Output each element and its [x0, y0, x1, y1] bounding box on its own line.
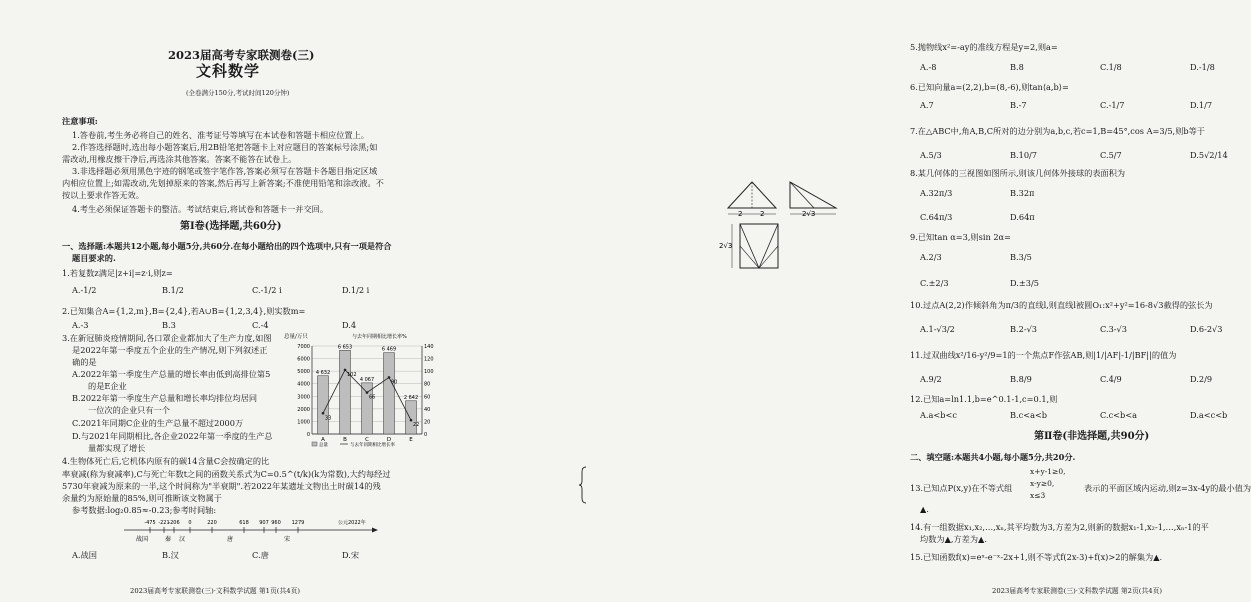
question-4: 率衰减(称为衰减率),C与死亡年数t之间的函数关系式为C=0.5^(t/k)(k为常数),大约每经过	[62, 469, 391, 479]
q8-option-b: B.32π	[1010, 188, 1035, 198]
q4-option-d: D.宋	[342, 550, 360, 560]
bar-data-label: 4 067	[359, 376, 375, 383]
q7-option-b: B.10/7	[1010, 150, 1038, 160]
q10-option-a: A.1-√3/2	[920, 324, 955, 334]
q7-option-a: A.5/3	[920, 150, 942, 160]
q9-option-a: A.2/3	[920, 252, 942, 262]
growth-rate-point	[322, 412, 325, 415]
part2-instruction: 二、填空题:本题共4小题,每小题5分,共20分.	[910, 452, 1076, 462]
q9-option-d: D.±3/5	[1010, 278, 1039, 288]
timeline-tick-label: 907	[259, 520, 269, 526]
dim-label: 2	[760, 210, 765, 218]
bar	[362, 383, 376, 434]
q6-option-b: B.-7	[1010, 100, 1027, 110]
q3-option-d: 量都实现了增长	[88, 443, 146, 453]
dim-label: 2√3	[802, 210, 816, 218]
q13-system: x≤3	[1030, 491, 1046, 500]
bar-data-label: 6 469	[381, 346, 397, 353]
q12-option-a: A.a<b<c	[920, 410, 957, 420]
growth-rate-label: 33	[325, 415, 332, 422]
q8-option-c: C.64π/3	[920, 212, 953, 222]
q11-option-a: A.9/2	[920, 374, 942, 384]
growth-rate-point	[388, 376, 391, 379]
notice-line: 2.作答选择题时,选出每小题答案后,用2B铅笔把答题卡上对应题目的答案标号涂黑;如	[72, 142, 378, 152]
q1-option-a: A.-1/2	[72, 285, 97, 295]
timeline-end-label: 公元2022年	[338, 520, 366, 526]
x-tick-label: D	[386, 437, 392, 443]
timeline-era-label: 宋	[283, 536, 291, 543]
question-10: 10.过点A(2,2)作倾斜角为π/3的直线l,则直线l被圆O₁:x²+y²=16-8√3截得的弦长为	[910, 300, 1213, 310]
growth-rate-point	[366, 391, 369, 394]
q2-option-c: C.-4	[252, 320, 269, 330]
production-chart	[282, 330, 452, 450]
exam-title: 2023届高考专家联测卷(三)	[168, 48, 315, 62]
question-13: ▲.	[920, 504, 929, 514]
question-3: 确的是	[72, 357, 97, 367]
growth-rate-label: 102	[347, 371, 357, 378]
question-2: 2.已知集合A={1,2,m},B={2,4},若A∪B={1,2,3,4},则实数m=	[62, 306, 306, 316]
part1-instruction: 题目要求的.	[72, 253, 116, 263]
notice-line: 4.考生必须保证答题卡的整洁。考试结束后,将试卷和答题卡一并交回。	[72, 204, 329, 214]
reference-timeline	[120, 512, 380, 548]
x-tick-label: B	[343, 437, 347, 443]
timeline-tick-label: -221	[158, 520, 170, 526]
q3-option-a: A.2022年第一季度生产总量的增长率由低到高排位第5	[72, 369, 271, 379]
legend-label: 与去年同期相比增长率	[350, 443, 395, 448]
y2-tick-label: 20	[424, 419, 431, 426]
question-8: 8.某几何体的三视图如图所示,则该几何体外接球的表面积为	[910, 168, 1126, 178]
q6-option-d: D.1/7	[1190, 100, 1213, 110]
y-tick-label: 3000	[297, 394, 310, 401]
y-tick-label: 6000	[297, 356, 310, 363]
q10-option-d: D.6-2√3	[1190, 324, 1223, 334]
exam-note: (全卷满分150分,考试时间120分钟)	[186, 89, 290, 97]
q10-option-c: C.3-√3	[1100, 324, 1127, 334]
three-view-figure	[716, 178, 866, 278]
q12-option-d: D.a<c<b	[1190, 410, 1228, 420]
q1-option-d: D.1/2 i	[342, 285, 370, 295]
q4-option-c: C.唐	[252, 550, 269, 560]
question-4: 参考数据:log₂0.85≈-0.23;参考时间轴:	[72, 505, 217, 515]
q3-option-a: 的是E企业	[88, 381, 127, 391]
growth-rate-point	[344, 369, 347, 372]
part2-heading: 第Ⅱ卷(非选择题,共90分)	[1034, 431, 1150, 442]
q3-option-b: B.2022年第一季度生产总量和增长率均排位均居同	[72, 393, 258, 403]
y2-tick-label: 80	[424, 381, 431, 388]
y-tick-label: 4000	[297, 381, 310, 388]
q6-option-c: C.-1/7	[1100, 100, 1125, 110]
q5-option-b: B.8	[1010, 62, 1024, 72]
timeline-era-label: 唐	[226, 536, 234, 543]
q8-option-d: D.64π	[1010, 212, 1035, 222]
legend-label: 总量	[319, 443, 328, 448]
question-13: 表示的平面区域内运动,则z=3x-4y的最小值为	[1084, 483, 1251, 493]
notice-line: 3.非选择题必须用黑色字迹的钢笔或签字笔作答,答案必须写在答题卡各题目指定区域	[72, 166, 378, 176]
y-tick-label: 1000	[297, 419, 310, 426]
timeline-tick-label: 220	[207, 520, 217, 526]
q3-option-c: C.2021年同期C企业的生产总量不超过2000万	[72, 418, 244, 428]
y-tick-label: 5000	[297, 369, 310, 376]
dim-label: 2√3	[719, 242, 733, 250]
q1-option-c: C.-1/2 i	[252, 285, 282, 295]
q7-option-c: C.5/7	[1100, 150, 1122, 160]
timeline-tick-label: 960	[271, 520, 281, 526]
notice-head: 注意事项:	[62, 116, 98, 126]
question-6: 6.已知向量a=(2,2),b=(8,-6),则tan⟨a,b⟩=	[910, 82, 1069, 92]
footer-right: 2023届高考专家联测卷(三)·文科数学试题 第2页(共4页)	[992, 587, 1163, 595]
question-1: 1.若复数z满足|z+i|=z·i,则z=	[62, 268, 173, 278]
timeline-arrow	[372, 528, 378, 533]
dim-label: 2	[738, 210, 743, 218]
bar-data-label: 2 642	[403, 394, 419, 401]
q11-option-b: B.8/9	[1010, 374, 1032, 384]
q7-option-d: D.5√2/14	[1190, 150, 1228, 160]
notice-line: 按以上要求作答无效。	[62, 190, 144, 200]
q9-option-c: C.±2/3	[920, 278, 949, 288]
growth-rate-label: 90	[391, 379, 398, 386]
question-3: 3.在新冠肺炎疫情期间,各口罩企业都加大了生产力度,如图	[62, 333, 272, 343]
y-axis-label: 总量/万只	[284, 334, 308, 340]
part1-instruction: 一、选择题:本题共12小题,每小题5分,共60分.在每小题给出的四个选项中,只有一项是符合	[62, 241, 392, 251]
q12-option-c: C.c<b<a	[1100, 410, 1138, 420]
y2-tick-label: 140	[424, 344, 434, 350]
q11-option-d: D.2/9	[1190, 374, 1213, 384]
timeline-tick-label: 618	[239, 520, 249, 526]
question-7: 7.在△ABC中,角A,B,C所对的边分别为a,b,c,若c=1,B=45°,cos A=3/5,则b等于	[910, 126, 1205, 136]
notice-line: 内相应位置上;如需改动,先划掉原来的答案,然后再写上新答案;不准使用铅笔和涂改液。不	[62, 178, 384, 188]
y2-tick-label: 60	[424, 394, 431, 401]
q12-option-b: B.c<a<b	[1010, 410, 1048, 420]
timeline-tick-label: 0	[188, 520, 192, 526]
y-tick-label: 0	[306, 432, 310, 438]
timeline-era-label: 秦	[164, 536, 172, 543]
bar-data-label: 4 632	[315, 369, 331, 376]
q8-option-a: A.32π/3	[920, 188, 953, 198]
q3-option-d: D.与2021年同期相比,各企业2022年第一季度的生产总	[72, 431, 273, 441]
q4-option-a: A.战国	[72, 550, 97, 560]
y2-axis-label: 与去年同期相比增长率%	[352, 334, 407, 340]
timeline-era-label: 战国	[135, 536, 149, 543]
notice-line: 1.答卷前,考生务必将自己的姓名、准考证号等填写在本试卷和答题卡相应位置上。	[72, 130, 369, 140]
growth-rate-label: 66	[369, 394, 376, 401]
question-14: 14.有一组数据x₁,x₂,…,xₙ,其平均数为3,方差为2,则新的数据x₁-1,x₂-1,…,xₙ-1的平	[910, 522, 1209, 532]
growth-rate-label: 22	[413, 422, 420, 429]
question-4: 4.生物体死亡后,它机体内原有的碳14含量C会按确定的比	[62, 456, 270, 466]
bar	[384, 353, 398, 434]
legend-bar-swatch	[312, 442, 317, 446]
q2-option-d: D.4	[342, 320, 357, 330]
q5-option-a: A.-8	[920, 62, 937, 72]
q10-option-b: B.2-√3	[1010, 324, 1038, 334]
y-tick-label: 2000	[297, 406, 310, 413]
question-11: 11.过双曲线x²/16-y²/9=1的一个焦点F作弦AB,则|1/|AF|-1/|BF||的值为	[910, 350, 1177, 360]
question-5: 5.抛物线x²=-ay的准线方程是y=2,则a=	[910, 42, 1058, 52]
question-9: 9.已知tan α=3,则sin 2α=	[910, 232, 1011, 242]
q4-option-b: B.汉	[162, 550, 179, 560]
question-4: 5730年衰减为原来的一半,这个时间称为"半衰期".若2022年某遗址文物出土时碳14的残	[62, 481, 381, 491]
y2-tick-label: 40	[424, 406, 431, 413]
growth-rate-point	[410, 419, 413, 422]
q5-option-d: D.-1/8	[1190, 62, 1215, 72]
y2-tick-label: 0	[424, 432, 428, 438]
question-15: 15.已知函数f(x)=eˣ-e⁻ˣ-2x+1,则不等式f(2x-3)+f(x)>2的解集为▲.	[910, 552, 1163, 562]
q1-option-b: B.1/2	[162, 285, 184, 295]
notice-line: 需改动,用橡皮擦干净后,再选涂其他答案。答案不能答在试卷上。	[62, 154, 297, 164]
y-tick-label: 7000	[297, 344, 310, 350]
question-3: 是2022年第一季度五个企业的生产情况,则下列叙述正	[72, 345, 268, 355]
x-tick-label: C	[365, 437, 369, 443]
q3-option-b: 一位次的企业只有一个	[88, 405, 170, 415]
subject-title: 文科数学	[196, 62, 261, 80]
bar	[340, 350, 351, 434]
bar	[406, 401, 420, 434]
q13-system: x+y-1≥0,	[1030, 467, 1066, 476]
q13-brace	[579, 466, 587, 504]
q2-option-b: B.3	[162, 320, 176, 330]
x-tick-label: A	[321, 437, 325, 443]
part1-heading: 第Ⅰ卷(选择题,共60分)	[180, 221, 282, 232]
timeline-era-label: 汉	[178, 536, 186, 543]
timeline-tick-label: -206	[168, 520, 180, 526]
x-tick-label: E	[409, 437, 413, 443]
q13-system: x-y≥0,	[1030, 479, 1055, 488]
q2-option-a: A.-3	[72, 320, 89, 330]
page-right	[442, 0, 1251, 602]
question-12: 12.已知a=ln1.1,b=e^0.1-1,c=0.1,则	[910, 394, 1058, 404]
question-13: 13.已知点P(x,y)在不等式组	[910, 483, 1013, 493]
q11-option-c: C.4/9	[1100, 374, 1122, 384]
bar-data-label: 6 653	[337, 344, 353, 351]
q6-option-a: A.7	[920, 100, 934, 110]
q5-option-c: C.1/8	[1100, 62, 1122, 72]
q9-option-b: B.3/5	[1010, 252, 1032, 262]
question-14: 均数为▲,方差为▲.	[920, 534, 987, 544]
timeline-tick-label: 1279	[291, 520, 305, 526]
y2-tick-label: 100	[424, 369, 434, 376]
question-4: 余量约为原始量的85%,则可推断该文物属于	[62, 493, 222, 503]
y2-tick-label: 120	[424, 356, 434, 363]
timeline-tick-label: -475	[144, 520, 156, 526]
footer-left: 2023届高考专家联测卷(三)·文科数学试题 第1页(共4页)	[130, 587, 301, 595]
